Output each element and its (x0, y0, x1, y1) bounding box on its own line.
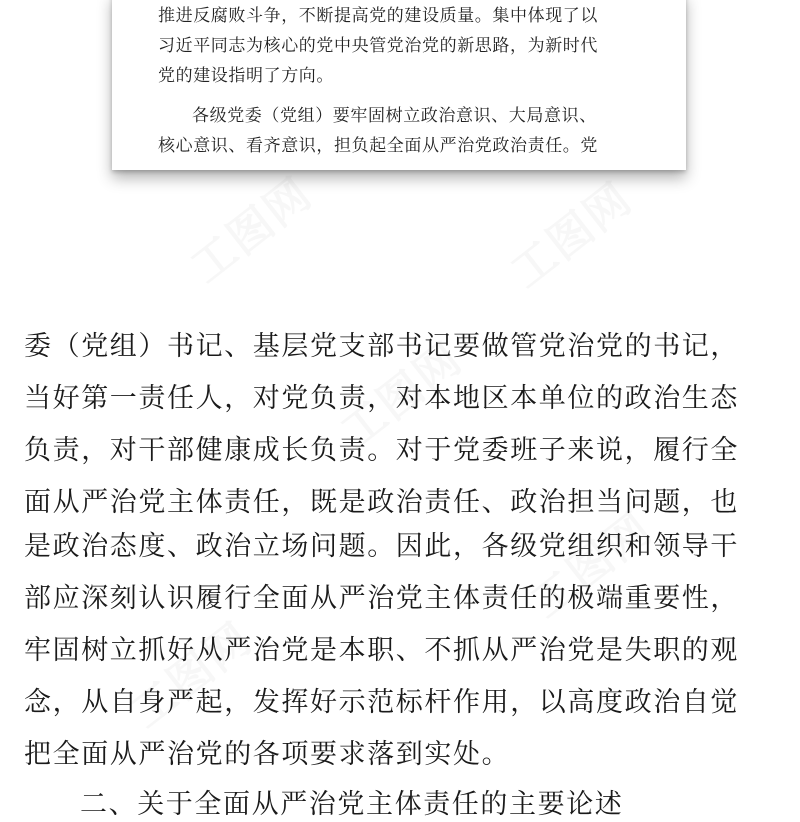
watermark: 工图网 (121, 612, 262, 739)
excerpt-line: 各级党委（党组）要牢固树立政治意识、大局意识、 (192, 106, 597, 126)
excerpt-line: 推进反腐败斗争，不断提高党的建设质量。集中体现了以 (158, 6, 598, 26)
document-excerpt-card (112, 0, 686, 170)
body-line: 把全面从严治党的各项要求落到实处。 (24, 739, 511, 770)
excerpt-line: 习近平同志为核心的党中央管党治党的新思路，为新时代 (158, 36, 598, 56)
section-heading: 二、关于全面从严治党主体责任的主要论述 (80, 789, 624, 820)
body-line: 牢固树立抓好从严治党是本职、不抓从严治党是失职的观 (24, 635, 739, 666)
body-line: 念，从自身严起，发挥好示范标杆作用，以高度政治自觉 (24, 687, 739, 718)
body-line: 面从严治党主体责任，既是政治责任、政治担当问题，也 (24, 487, 739, 518)
body-line: 部应深刻认识履行全面从严治党主体责任的极端重要性， (24, 583, 739, 614)
watermark: 工图网 (501, 172, 642, 299)
watermark: 工图网 (181, 167, 322, 294)
watermark: 工图网 (331, 332, 472, 459)
body-line: 委（党组）书记、基层党支部书记要做管党治党的书记， (24, 331, 739, 362)
body-line: 负责，对干部健康成长负责。对于党委班子来说，履行全 (24, 435, 739, 466)
watermark: 工图网 (521, 502, 662, 629)
body-line: 当好第一责任人，对党负责，对本地区本单位的政治生态 (24, 383, 739, 414)
excerpt-line: 党的建设指明了方向。 (158, 66, 334, 86)
body-line: 是政治态度、政治立场问题。因此，各级党组织和领导干 (24, 531, 739, 562)
excerpt-line: 核心意识、看齐意识，担负起全面从严治党政治责任。党 (158, 136, 598, 156)
